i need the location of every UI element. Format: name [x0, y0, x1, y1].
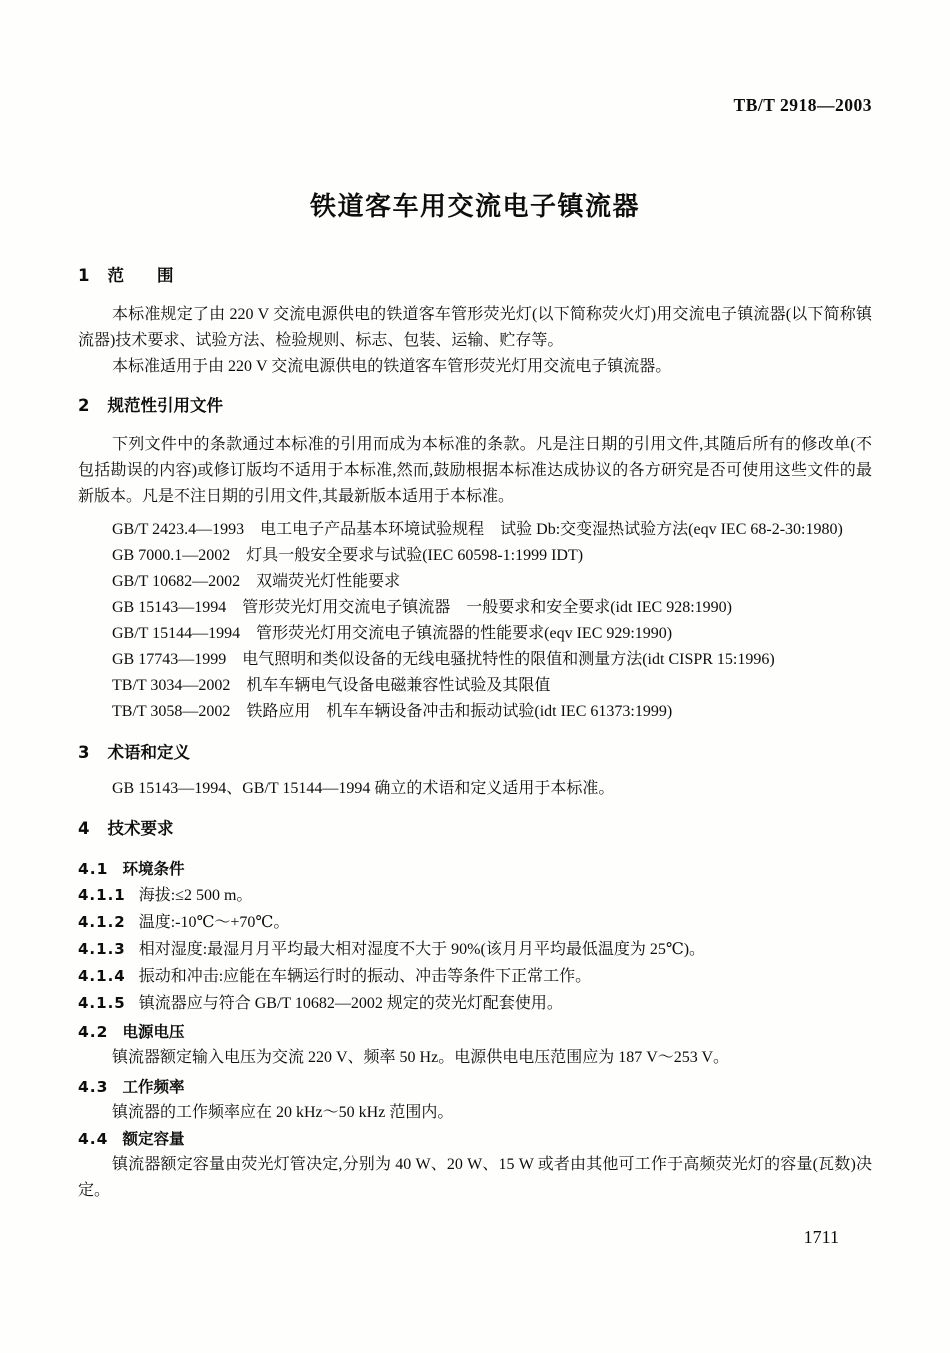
subclause-number: 4.1.3 — [78, 940, 126, 958]
subclause-4-1-5 — [78, 990, 872, 1017]
subclause-number: 4.1.2 — [78, 913, 126, 931]
clause-1-heading — [78, 263, 872, 289]
subclause-4-1-3 — [78, 936, 872, 963]
subclause-number: 4.1.1 — [78, 886, 126, 904]
clause-4-4-number: 4.4 — [78, 1130, 109, 1148]
clause-4-1-heading — [78, 856, 872, 882]
clause-2-heading — [78, 393, 872, 419]
clause-4-3-title: 工作频率 — [122, 1078, 185, 1096]
subclause-text: 相对湿度:最湿月月平均最大相对湿度不大于 90%(该月月平均最低温度为 25℃)。 — [138, 941, 706, 958]
subclause-number: 4.1.5 — [78, 994, 126, 1012]
clause-4-4-heading — [78, 1126, 872, 1152]
clause-4-4-title: 额定容量 — [122, 1130, 185, 1148]
subclause-text: 海拔:≤2 500 m。 — [138, 887, 253, 904]
clause-4-2-heading — [78, 1019, 872, 1045]
subclause-text: 镇流器应与符合 GB/T 10682—2002 规定的荧光灯配套使用。 — [138, 995, 563, 1012]
clause-1-number: 1 — [78, 266, 90, 285]
standard-code: TB/T 2918—2003 — [733, 95, 872, 115]
subclause-text: 温度:-10℃～+70℃。 — [138, 914, 290, 931]
clause-4-title: 技术要求 — [107, 819, 174, 838]
clause-4-1-number: 4.1 — [78, 860, 109, 878]
clause-4-number: 4 — [78, 819, 90, 838]
clause-4-3-paragraph: 镇流器的工作频率应在 20 kHz～50 kHz 范围内。 — [112, 1104, 454, 1121]
subclause-text: 振动和冲击:应能在车辆运行时的振动、冲击等条件下正常工作。 — [138, 968, 592, 985]
reference-item: GB/T 2423.4—1993 电工电子产品基本环境试验规程 试验 Db:交变湿热试验方法(eqv IEC 68-2-30:1980) — [112, 521, 843, 538]
clause-3-number: 3 — [78, 743, 90, 762]
clause-2-intro-paragraph: 下列文件中的条款通过本标准的引用而成为本标准的条款。凡是注日期的引用文件,其随后所有的修改单(不包括勘误的内容)或修订版均不适用于本标准,然而,鼓励根据本标准达成协议的各方研究是否可使用这些文件的最新版本。凡是不注日期的引用文件,其最新版本适用于本标准。 — [78, 436, 872, 505]
clause-4-2-paragraph: 镇流器额定输入电压为交流 220 V、频率 50 Hz。电源供电电压范围应为 187 V～253 V。 — [112, 1049, 730, 1066]
clause-4-4-paragraph: 镇流器额定容量由荧光灯管决定,分别为 40 W、20 W、15 W 或者由其他可工作于高频荧光灯的容量(瓦数)决定。 — [78, 1156, 872, 1199]
clause-1-paragraph-2: 本标准适用于由 220 V 交流电源供电的铁道客车管形荧光灯用交流电子镇流器。 — [112, 358, 672, 375]
document-title: 铁道客车用交流电子镇流器 — [309, 192, 640, 222]
subclause-number: 4.1.4 — [78, 967, 126, 985]
clause-1-title: 范 围 — [107, 266, 174, 285]
clause-4-2-number: 4.2 — [78, 1023, 109, 1041]
reference-item: GB 15143—1994 管形荧光灯用交流电子镇流器 一般要求和安全要求(idt IEC 928:1990) — [112, 599, 732, 616]
subclause-4-1-4 — [78, 963, 872, 990]
clause-3-title: 术语和定义 — [107, 743, 190, 762]
reference-item: TB/T 3034—2002 机车车辆电气设备电磁兼容性试验及其限值 — [112, 677, 551, 694]
reference-item: GB 7000.1—2002 灯具一般安全要求与试验(IEC 60598-1:1999 IDT) — [112, 547, 584, 564]
clause-4-3-heading — [78, 1074, 872, 1100]
clause-4-1-title: 环境条件 — [122, 860, 185, 878]
reference-item: TB/T 3058—2002 铁路应用 机车车辆设备冲击和振动试验(idt IEC 61373:1999) — [112, 703, 673, 720]
clause-3-paragraph: GB 15143—1994、GB/T 15144—1994 确立的术语和定义适用于本标准。 — [112, 780, 615, 797]
clause-4-3-number: 4.3 — [78, 1078, 109, 1096]
reference-item: GB/T 10682—2002 双端荧光灯性能要求 — [112, 573, 401, 590]
clause-3-heading — [78, 740, 872, 766]
clause-2-title: 规范性引用文件 — [107, 396, 223, 415]
reference-item: GB 17743—1999 电气照明和类似设备的无线电骚扰特性的限值和测量方法(idt CISPR 15:1996) — [112, 651, 775, 668]
clause-1-paragraph-1: 本标准规定了由 220 V 交流电源供电的铁道客车管形荧光灯(以下简称荧火灯)用交流电子镇流器(以下简称镇流器)技术要求、试验方法、检验规则、标志、包装、运输、贮存等。 — [78, 306, 872, 349]
clause-4-2-title: 电源电压 — [122, 1023, 185, 1041]
page-number: 1711 — [803, 1227, 839, 1247]
clause-2-number: 2 — [78, 396, 90, 415]
subclause-4-1-1 — [78, 882, 872, 909]
reference-item: GB/T 15144—1994 管形荧光灯用交流电子镇流器的性能要求(eqv IEC 929:1990) — [112, 625, 673, 642]
subclause-4-1-2 — [78, 909, 872, 936]
clause-4-heading — [78, 816, 872, 842]
